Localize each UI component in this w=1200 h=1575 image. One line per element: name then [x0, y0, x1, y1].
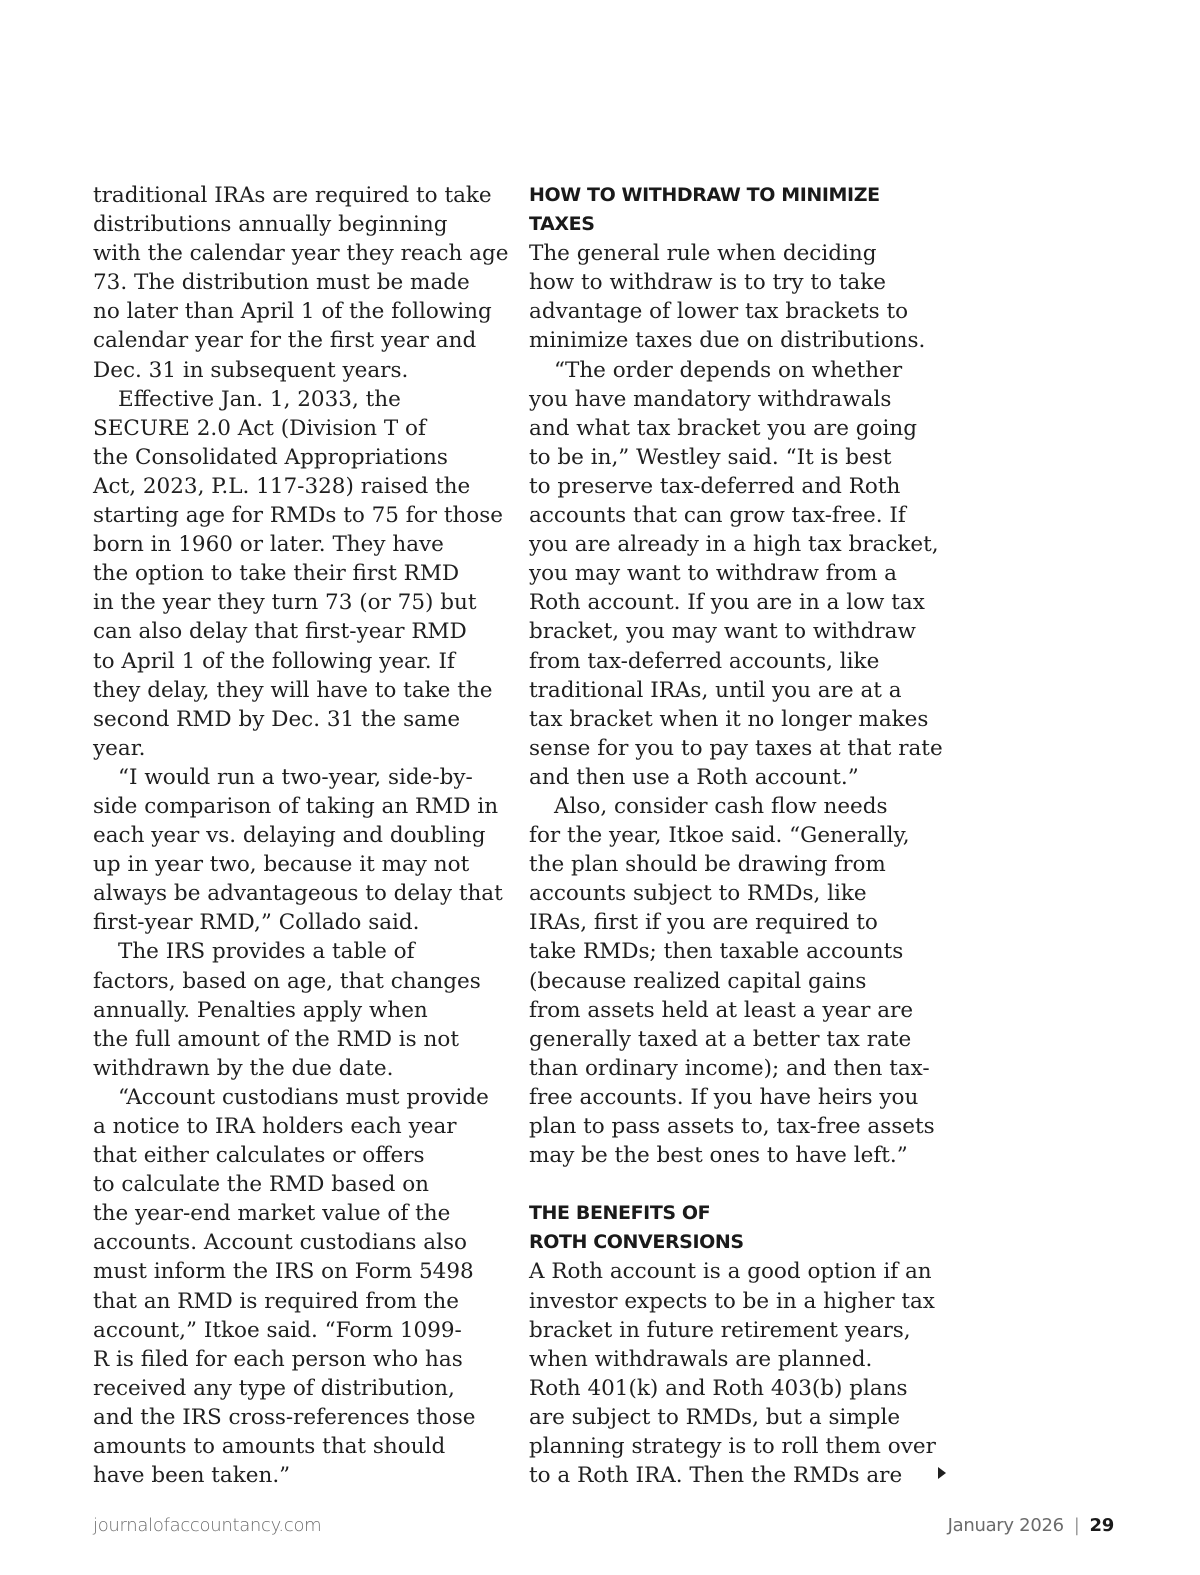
text-line: each year vs. delaying and doubling	[93, 823, 486, 849]
text-line: Roth 401(k) and Roth 403(b) plans	[529, 1375, 908, 1401]
text-line: distributions annually beginning	[93, 212, 448, 238]
text-line: first-year RMD,” Collado said.	[93, 910, 420, 936]
text-line: are subject to RMDs, but a simple	[529, 1404, 901, 1430]
text-line: SECURE 2.0 Act (Division T of	[93, 415, 426, 441]
text-line: IRAs, first if you are required to	[529, 910, 878, 936]
article-right-column	[529, 181, 949, 1490]
text-line: for the year, Itkoe said. “Generally,	[529, 823, 910, 849]
text-line: bracket in future retirement years,	[529, 1317, 911, 1343]
text-line: the option to take their first RMD	[93, 561, 460, 587]
text-line: the year-end market value of the	[93, 1201, 451, 1227]
text-line: the plan should be drawing from	[529, 852, 886, 878]
section-heading: TAXES	[529, 213, 595, 236]
text-line: take RMDs; then taxable accounts	[529, 939, 904, 965]
text-line: from assets held at least a year are	[529, 997, 914, 1023]
text-line: The general rule when deciding	[529, 241, 877, 267]
text-line: annually. Penalties apply when	[93, 997, 428, 1023]
text-line: accounts. Account custodians also	[93, 1230, 467, 1256]
text-line: from tax-deferred accounts, like	[529, 648, 880, 674]
text-line: to preserve tax-deferred and Roth	[529, 473, 901, 499]
paragraph-start-line: Also, consider cash flow needs	[554, 793, 888, 819]
text-line: to calculate the RMD based on	[93, 1172, 429, 1198]
section-heading: ROTH CONVERSIONS	[529, 1231, 744, 1254]
text-line: calendar year for the first year and	[93, 328, 477, 354]
paragraph-start-line: “I would run a two-year, side-by-	[118, 764, 473, 790]
continue-arrow-icon	[938, 1467, 946, 1479]
text-line: a notice to IRA holders each year	[93, 1114, 457, 1139]
text-line: traditional IRAs, until you are at a	[529, 677, 902, 703]
text-line: that an RMD is required from the	[93, 1288, 459, 1314]
text-line: traditional IRAs are required to take	[93, 183, 492, 208]
footer-separator: |	[1073, 1515, 1080, 1536]
text-line: no later than April 1 of the following	[93, 299, 492, 325]
text-line: bracket, you may want to withdraw	[529, 619, 916, 645]
text-line: and the IRS cross-references those	[93, 1404, 476, 1430]
paragraph-start-line: Effective Jan. 1, 2033, the	[118, 386, 401, 412]
text-line: minimize taxes due on distributions.	[529, 328, 926, 354]
text-line: and then use a Roth account.”	[529, 764, 859, 790]
text-line: you have mandatory withdrawals	[529, 386, 892, 412]
text-line: and what tax bracket you are going	[529, 415, 917, 441]
page-number: 29	[1089, 1515, 1114, 1536]
text-line: withdrawn by the due date.	[93, 1055, 394, 1081]
text-line: can also delay that first-year RMD	[93, 619, 467, 645]
text-line: amounts to amounts that should	[93, 1434, 446, 1460]
text-line: the full amount of the RMD is not	[93, 1026, 459, 1052]
text-line: you are already in a high tax bracket,	[529, 532, 939, 558]
text-line: how to withdraw is to try to take	[529, 270, 886, 296]
text-line: A Roth account is a good option if an	[529, 1259, 932, 1285]
section-heading: THE BENEFITS OF	[529, 1202, 711, 1225]
text-line: you may want to withdraw from a	[529, 561, 897, 587]
text-line: factors, based on age, that changes	[93, 968, 481, 994]
paragraph-start-line: “Account custodians must provide	[118, 1084, 489, 1110]
text-line: Act, 2023, P.L. 117-328) raised the	[93, 473, 471, 499]
paragraph-start-line: “The order depends on whether	[554, 357, 903, 383]
section-spacer	[529, 1170, 949, 1199]
text-line: investor expects to be in a higher tax	[529, 1288, 935, 1314]
text-line: sense for you to pay taxes at that rate	[529, 735, 943, 761]
text-line: to be in,” Westley said. “It is best	[529, 444, 892, 470]
footer-issue-date: January 2026	[947, 1515, 1064, 1536]
text-line: R is filed for each person who has	[93, 1346, 463, 1372]
text-line: born in 1960 or later. They have	[93, 532, 444, 558]
text-line: year.	[93, 735, 146, 761]
text-line: Roth account. If you are in a low tax	[529, 590, 925, 616]
text-line: the Consolidated Appropriations	[93, 444, 448, 470]
text-line: with the calendar year they reach age	[93, 241, 509, 267]
text-line: (because realized capital gains	[529, 968, 867, 994]
text-line: planning strategy is to roll them over	[529, 1434, 936, 1460]
text-line: have been taken.”	[93, 1463, 291, 1489]
text-line: 73. The distribution must be made	[93, 270, 470, 296]
text-line: that either calculates or offers	[93, 1143, 425, 1169]
text-line: they delay, they will have to take the	[93, 677, 493, 703]
text-line: may be the best ones to have left.”	[529, 1143, 908, 1169]
text-line: accounts that can grow tax-free. If	[529, 503, 906, 529]
text-line: plan to pass assets to, tax-free assets	[529, 1114, 935, 1139]
text-line: account,” Itkoe said. “Form 1099-	[93, 1317, 462, 1343]
text-line: advantage of lower tax brackets to	[529, 299, 909, 325]
text-line: up in year two, because it may not	[93, 852, 470, 878]
text-line: accounts subject to RMDs, like	[529, 881, 867, 907]
text-line: than ordinary income); and then tax-	[529, 1055, 930, 1081]
section-heading: HOW TO WITHDRAW TO MINIMIZE	[529, 184, 880, 206]
text-line: always be advantageous to delay that	[93, 881, 503, 907]
text-line: in the year they turn 73 (or 75) but	[93, 590, 477, 616]
text-line: second RMD by Dec. 31 the same	[93, 706, 461, 732]
text-line: tax bracket when it no longer makes	[529, 706, 929, 732]
text-line: must inform the IRS on Form 5498	[93, 1259, 474, 1285]
text-line: when withdrawals are planned.	[529, 1346, 873, 1372]
text-line: to a Roth IRA. Then the RMDs are	[529, 1463, 903, 1489]
text-line: Dec. 31 in subsequent years.	[93, 357, 409, 383]
paragraph-start-line: The IRS provides a table of	[118, 939, 415, 965]
text-line: starting age for RMDs to 75 for those	[93, 503, 504, 529]
text-line: generally taxed at a better tax rate	[529, 1026, 912, 1052]
footer-site: journalofaccountancy.com	[93, 1515, 322, 1536]
text-line: free accounts. If you have heirs you	[529, 1084, 919, 1110]
text-line: to April 1 of the following year. If	[93, 648, 455, 674]
footer-issue-block	[948, 1515, 1114, 1536]
text-line: side comparison of taking an RMD in	[93, 793, 499, 819]
article-left-column	[93, 181, 513, 1490]
text-line: received any type of distribution,	[93, 1375, 455, 1401]
